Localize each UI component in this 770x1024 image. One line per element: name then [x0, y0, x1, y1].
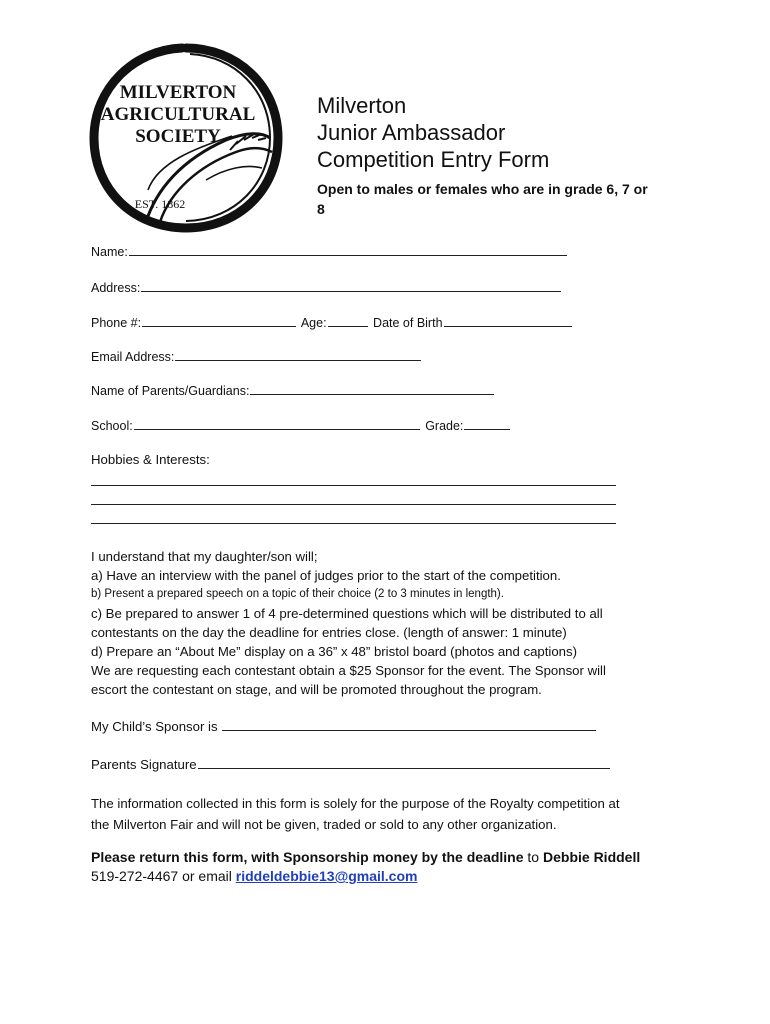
email-row	[91, 348, 423, 364]
dob-label: Date of Birth	[373, 316, 443, 330]
school-label: School:	[91, 419, 133, 433]
return-note-to: to	[523, 849, 543, 865]
sponsor-request-line2: escort the contestant on stage, and will be promoted throughout the program.	[91, 682, 542, 697]
title-line-3: Competition Entry Form	[317, 147, 550, 172]
school-row	[91, 417, 512, 433]
title-line-2: Junior Ambassador	[317, 120, 506, 145]
requirement-d: d) Prepare an “About Me” display on a 36” x 48” bristol board (photos and captions)	[91, 644, 578, 659]
privacy-notice	[91, 793, 620, 835]
privacy-line1: The information collected in this form is solely for the purpose of the Royalty competition at	[91, 796, 620, 811]
phone-field[interactable]	[142, 314, 296, 327]
logo-emblem-icon	[86, 40, 286, 236]
logo-text-line1: MILVERTON	[119, 82, 237, 103]
return-instructions	[91, 848, 651, 886]
hobbies-label: Hobbies & Interests:	[91, 452, 210, 467]
parent-signature-label: Parents Signature	[91, 757, 197, 772]
email-field[interactable]	[175, 348, 421, 361]
age-label: Age:	[300, 316, 327, 330]
requirement-c-line1: c) Be prepared to answer 1 of 4 pre-determined questions which will be distributed to all	[91, 606, 603, 621]
name-row	[91, 243, 569, 259]
parents-label: Name of Parents/Guardians:	[91, 384, 250, 398]
address-row	[91, 279, 563, 295]
parents-row	[91, 382, 496, 398]
school-field[interactable]	[134, 417, 420, 430]
age-field[interactable]	[328, 314, 368, 327]
parents-field[interactable]	[250, 382, 494, 395]
hobbies-line-1[interactable]	[91, 485, 616, 486]
eligibility-subtitle: Open to males or females who are in grade 6, 7 or 8	[317, 181, 648, 217]
form-title-block	[317, 92, 657, 219]
requirements-intro: I understand that my daughter/son will;	[91, 549, 318, 564]
address-field[interactable]	[141, 279, 561, 292]
contact-phone: 519-272-4467 or email	[91, 868, 236, 884]
contact-email-link[interactable]: riddeldebbie13@gmail.com	[235, 868, 418, 884]
title-line-1: Milverton	[317, 93, 407, 118]
hobbies-row	[91, 452, 210, 467]
name-field[interactable]	[129, 243, 567, 256]
hobbies-line-2[interactable]	[91, 504, 616, 505]
dob-field[interactable]	[444, 314, 572, 327]
grade-field[interactable]	[464, 417, 510, 430]
logo-est-text: EST. 1862	[134, 197, 186, 211]
logo-text-line2: AGRICULTURAL	[100, 104, 256, 125]
requirement-b: b) Present a prepared speech on a topic of their choice (2 to 3 minutes in length).	[91, 588, 504, 600]
hobbies-line-3[interactable]	[91, 523, 616, 524]
requirements-section	[91, 547, 606, 699]
address-label: Address:	[91, 281, 141, 295]
society-logo	[86, 40, 286, 236]
privacy-line2: the Milverton Fair and will not be given, traded or sold to any other organization.	[91, 817, 557, 832]
phone-row	[91, 314, 574, 330]
sponsor-row	[91, 718, 598, 734]
name-label: Name:	[91, 245, 128, 259]
requirement-a: a) Have an interview with the panel of judges prior to the start of the competition.	[91, 568, 561, 583]
grade-label: Grade:	[425, 419, 464, 433]
contact-name: Debbie Riddell	[543, 849, 641, 865]
logo-text-line3: SOCIETY	[135, 126, 221, 147]
parent-signature-row	[91, 756, 612, 772]
sponsor-label: My Child’s Sponsor is	[91, 719, 218, 734]
email-label: Email Address:	[91, 350, 175, 364]
return-note-bold1: Please return this form, with Sponsorship money by the deadline	[91, 849, 524, 865]
phone-label: Phone #:	[91, 316, 142, 330]
sponsor-request-line1: We are requesting each contestant obtain a $25 Sponsor for the event. The Sponsor will	[91, 663, 606, 678]
sponsor-field[interactable]	[222, 718, 596, 731]
requirement-c-line2: contestants on the day the deadline for entries close. (length of answer: 1 minute)	[91, 625, 567, 640]
parent-signature-field[interactable]	[198, 756, 610, 769]
